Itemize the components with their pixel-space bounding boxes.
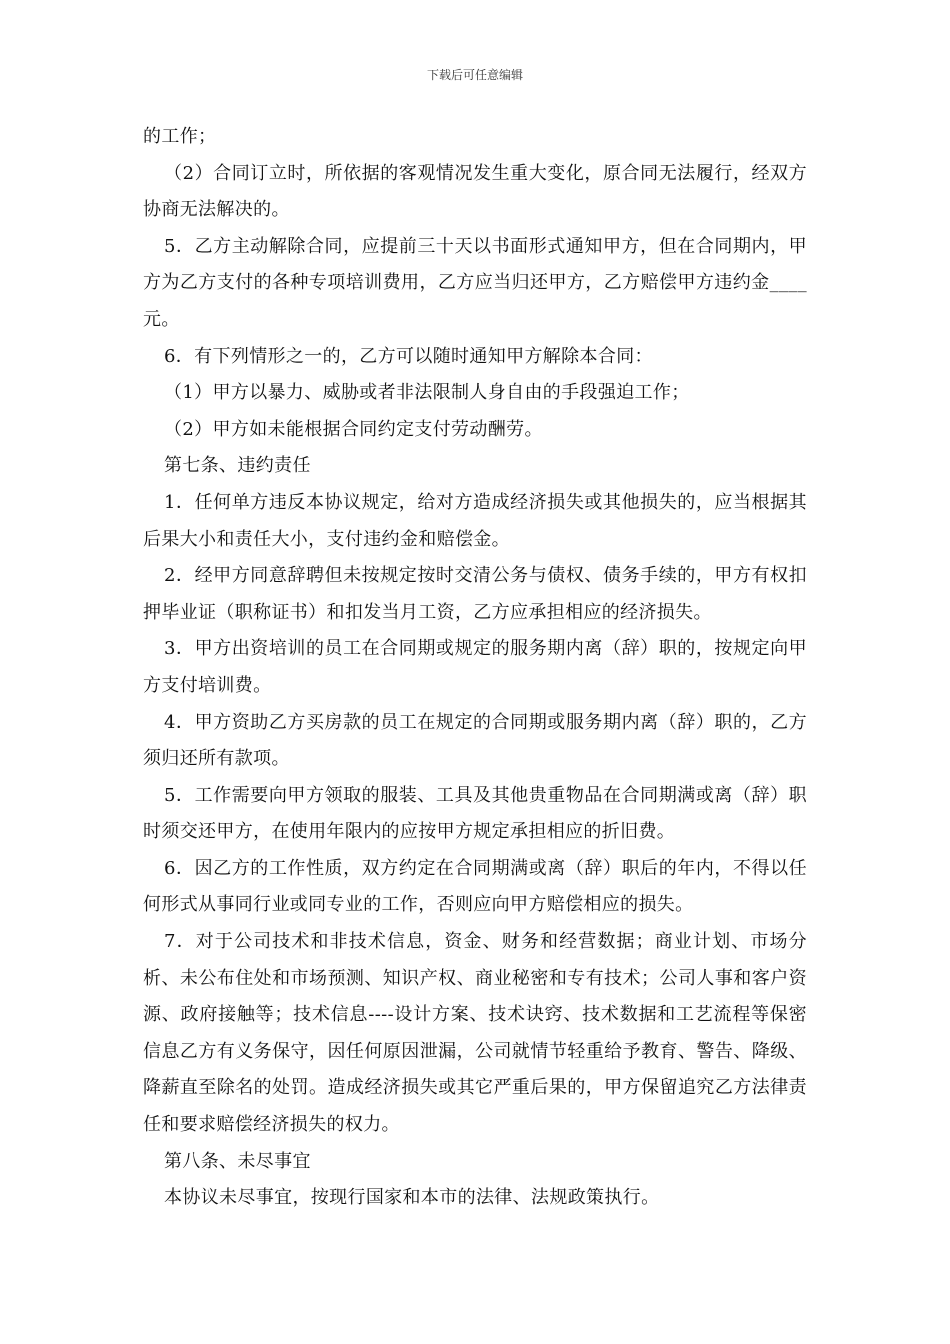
paragraph-article-7-item-1: 1．任何单方违反本协议规定，给对方造成经济损失或其他损失的，应当根据其后果大小和责任大小，支付违约金和赔偿金。 (143, 491, 807, 550)
page-header: 下载后可任意编辑 (426, 68, 523, 82)
paragraph-article-7-item-7: 7．对于公司技术和非技术信息，资金、财务和经营数据；商业计划、市场分析、未公布住处和市场预测、知识产权、商业秘密和专有技术；公司人事和客户资源、政府接触等；技术信息----设计方案、技术诀窍、技术数据和工艺流程等保密信息乙方有义务保守，因任何原因泄漏，公司就情节轻重给予教育、警告、降级、降薪直至除名的处罚。造成经济损失或其它严重后果的，甲方保留追究乙方法律责任和要求赔偿经济损失的权力。 (143, 931, 807, 1136)
paragraph-article-8-body: 本协议未尽事宜，按现行国家和本市的法律、法规政策执行。 (164, 1187, 660, 1209)
paragraph-article-7-item-5: 5．工作需要向甲方领取的服装、工具及其他贵重物品在合同期满或离（辞）职时须交还甲方，在使用年限内的应按甲方规定承担相应的折旧费。 (143, 784, 807, 843)
document-body (143, 119, 807, 1217)
paragraph-clause-2: （2）合同订立时，所依据的客观情况发生重大变化，原合同无法履行，经双方协商无法解决的。 (143, 162, 807, 221)
section-heading-article-7: 第七条、违约责任 (164, 455, 311, 477)
paragraph-sub-1: （1）甲方以暴力、威胁或者非法限制人身自由的手段强迫工作； (164, 382, 690, 404)
section-heading-article-8: 第八条、未尽事宜 (164, 1150, 311, 1172)
paragraph-article-7-item-4: 4．甲方资助乙方买房款的员工在规定的合同期或服务期内离（辞）职的，乙方须归还所有款项。 (143, 711, 807, 770)
paragraph-article-7-item-2: 2．经甲方同意辞聘但未按规定按时交清公务与债权、债务手续的，甲方有权扣押毕业证（职称证书）和扣发当月工资，乙方应承担相应的经济损失。 (143, 565, 807, 623)
paragraph-article-7-item-6: 6．因乙方的工作性质，双方约定在合同期满或离（辞）职后的年内，不得以任何形式从事同行业或同专业的工作，否则应向甲方赔偿相应的损失。 (143, 857, 807, 916)
paragraph-item-5-resignation: 5．乙方主动解除合同，应提前三十天以书面形式通知甲方，但在合同期内，甲方为乙方支付的各种专项培训费用，乙方应当归还甲方，乙方赔偿甲方违约金____元。 (143, 235, 807, 330)
paragraph-article-7-item-3: 3．甲方出资培训的员工在合同期或规定的服务期内离（辞）职的，按规定向甲方支付培训费。 (143, 638, 807, 696)
paragraph-continuation: 的工作； (143, 126, 217, 147)
paragraph-item-6-conditions: 6．有下列情形之一的，乙方可以随时通知甲方解除本合同： (164, 345, 653, 367)
paragraph-sub-2: （2）甲方如未能根据合同约定支付劳动酬劳。 (164, 418, 543, 440)
